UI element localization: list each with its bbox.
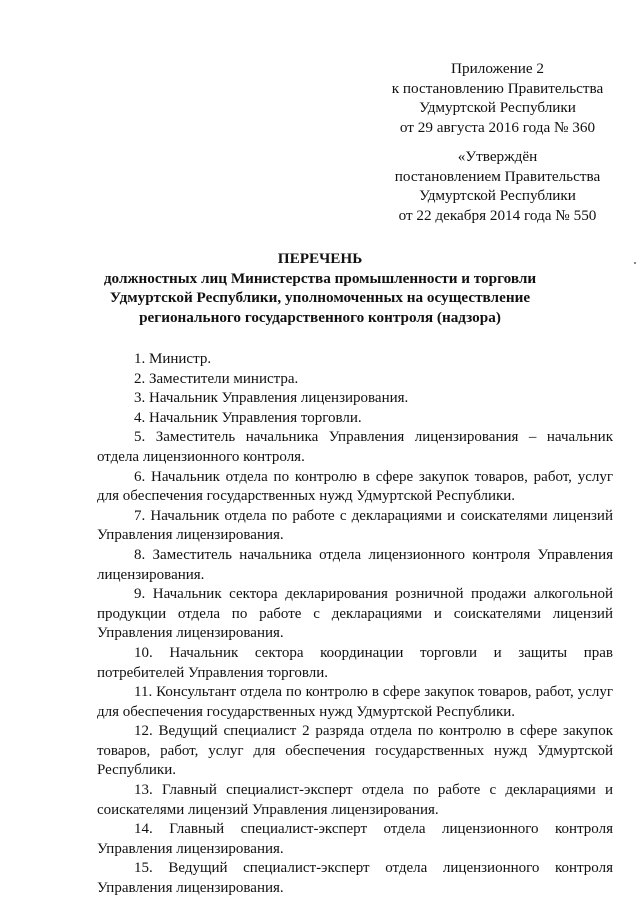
list-item: 8. Заместитель начальника отдела лицензионного контроля Управления лицензирования. (97, 546, 613, 583)
list-item: 6. Начальник отдела по контролю в сфере закупок товаров, работ, услуг для обеспечения государственных нужд Удмуртской Республики. (97, 468, 613, 505)
list-item: 4. Начальник Управления торговли. (134, 409, 362, 426)
list-item: 9. Начальник сектора декларирования розничной продажи алкогольной продукции отдела по работе с декларациями и соискателями лицензий Управления лицензирования. (97, 586, 613, 642)
title-line-1: должностных лиц Министерства промышленности и торговли (103, 269, 537, 287)
appendix-line-3: Удмуртской Республики (419, 99, 576, 116)
officials-list (97, 350, 613, 899)
list-item: 15. Ведущий специалист-эксперт отдела лицензионного контроля Управления лицензирования. (97, 860, 613, 897)
appendix-line-2: к постановлению Правительства (391, 79, 604, 97)
appendix-line-1: Приложение 2 (451, 60, 544, 77)
approval-line-4: от 22 декабря 2014 года № 550 (398, 206, 597, 224)
appendix-line-4: от 29 августа 2016 года № 360 (399, 118, 596, 136)
list-item: 2. Заместители министра. (134, 370, 299, 387)
list-item: 3. Начальник Управления лицензирования. (134, 390, 409, 407)
title-line-2: Удмуртской Республики, уполномоченных на осуществление (109, 289, 531, 306)
list-item: 12. Ведущий специалист 2 разряда отдела по контролю в сфере закупок товаров, работ, услуг для обеспечения государственных нужд Удмуртской Республики. (97, 723, 613, 779)
title-heading: ПЕРЕЧЕНЬ (277, 250, 363, 267)
list-item: 11. Консультант отдела по контролю в сфере закупок товаров, работ, услуг для обеспечения государственных нужд Удмуртской Республики. (97, 684, 613, 720)
approval-line-1: «Утверждён (457, 148, 538, 165)
scan-speck (634, 262, 636, 264)
approval-header (370, 147, 625, 225)
appendix-header (370, 59, 625, 137)
approval-line-2: постановлением Правительства (394, 167, 601, 185)
list-item: 1. Министр. (134, 351, 212, 367)
list-item: 13. Главный специалист-эксперт отдела по работе с декларациями и соискателями лицензий Управления лицензирования. (97, 782, 613, 818)
title-line-3: регионального государственного контроля (надзора) (139, 308, 501, 326)
list-item: 5. Заместитель начальника Управления лицензирования – начальник отдела лицензионного контроля. (97, 429, 613, 465)
list-item: 14. Главный специалист-эксперт отдела лицензионного контроля Управления лицензирования. (97, 821, 613, 857)
list-item: 7. Начальник отдела по работе с декларациями и соискателями лицензий Управления лицензирования. (97, 507, 613, 544)
document-title (100, 249, 540, 327)
approval-line-3: Удмуртской Республики (419, 187, 576, 204)
list-item: 10. Начальник сектора координации торговли и защиты прав потребителей Управления торговли. (97, 644, 613, 681)
